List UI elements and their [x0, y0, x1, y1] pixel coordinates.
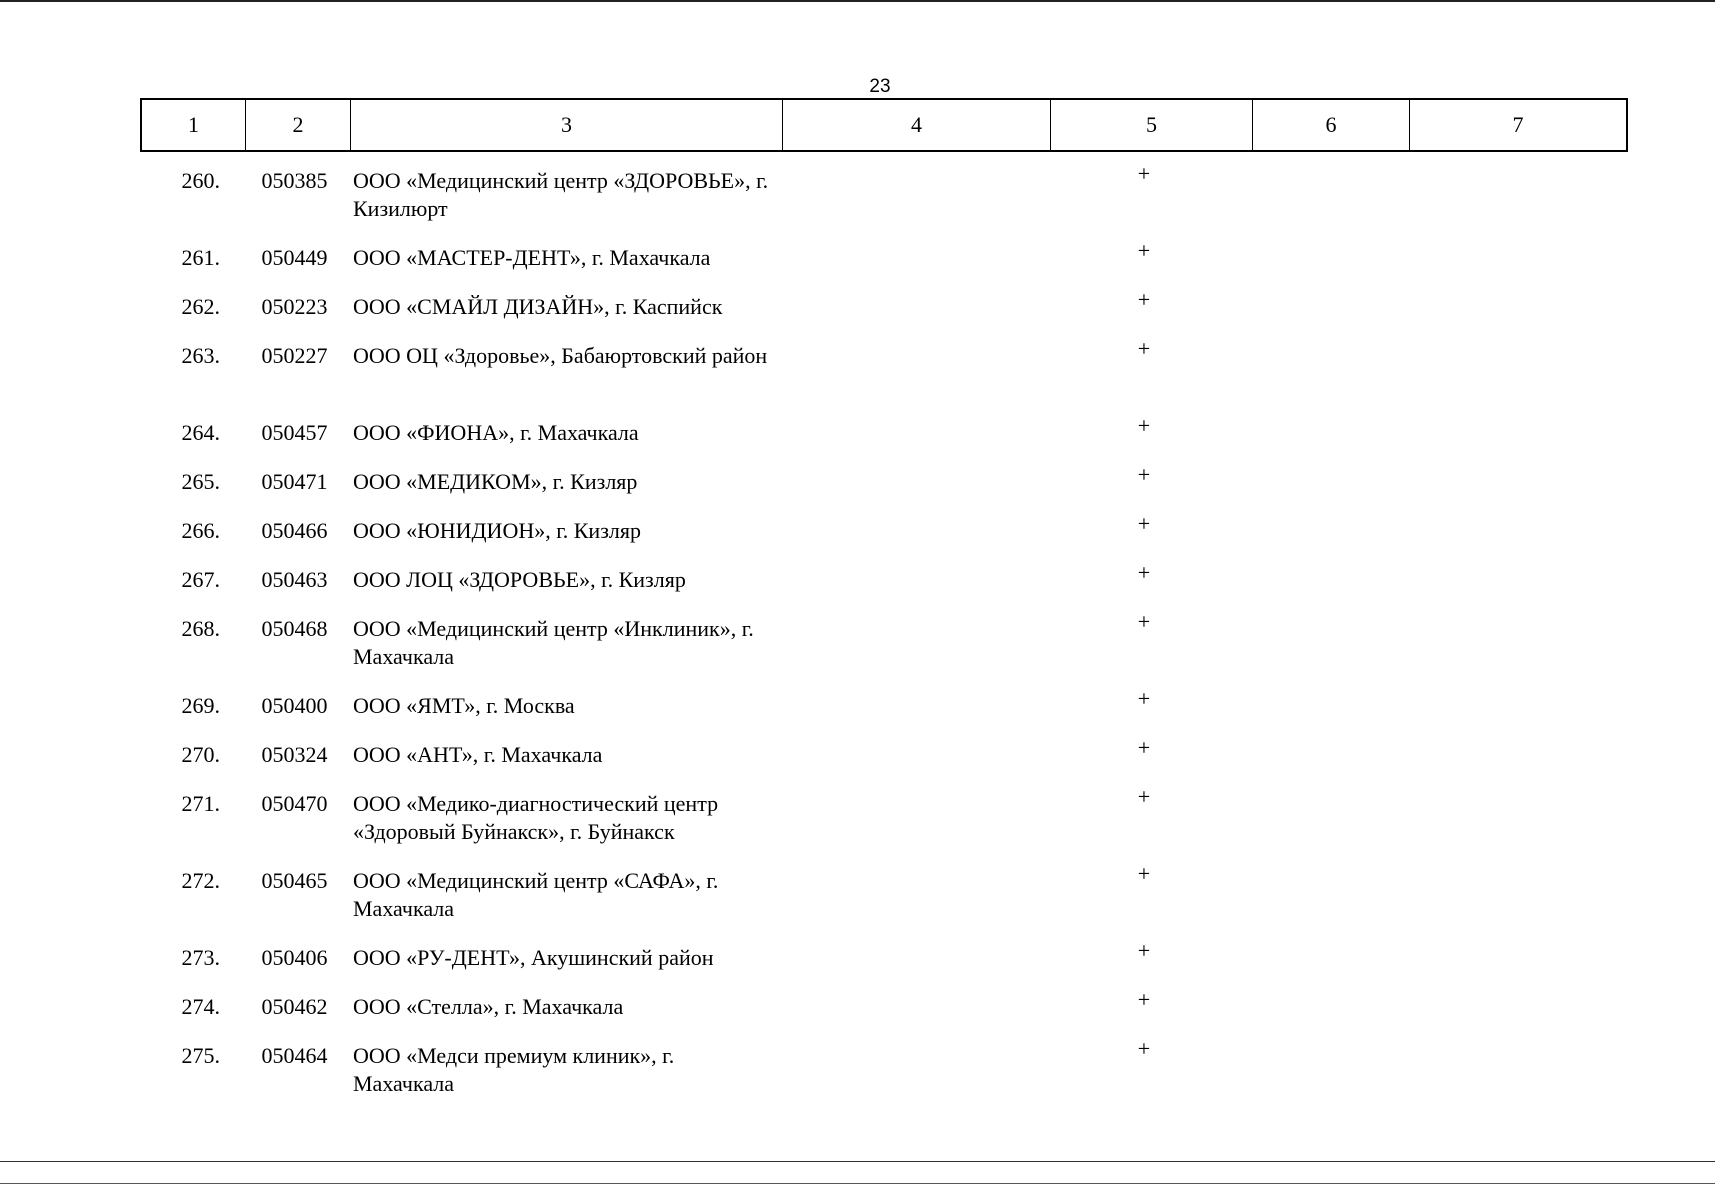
scan-edge-bottom: [0, 1161, 1715, 1162]
table-row: [140, 986, 1628, 1035]
row-organization-name: ООО «МЕДИКОМ», г. Кизляр: [353, 469, 638, 494]
table-row: [140, 1035, 1628, 1112]
table-row: [140, 412, 1628, 461]
row-number: 272.: [181, 868, 220, 893]
table-row: [140, 860, 1628, 937]
row-number: 269.: [181, 693, 220, 718]
row-number: 268.: [181, 616, 220, 641]
row-col5-mark: +: [1137, 287, 1151, 312]
row-number: 275.: [181, 1043, 220, 1068]
row-col5-mark: +: [1137, 413, 1151, 438]
row-code: 050470: [261, 791, 328, 816]
row-code: 050463: [261, 567, 328, 592]
table-row: [140, 461, 1628, 510]
row-number: 266.: [181, 518, 220, 543]
column-header-3: 3: [351, 100, 783, 150]
row-code: 050457: [261, 420, 328, 445]
row-code: 050406: [261, 945, 328, 970]
column-header-4: 4: [783, 100, 1051, 150]
table-row: [140, 510, 1628, 559]
column-header-5: 5: [1051, 100, 1253, 150]
row-organization-name: ООО «Медико-диагностический центр «Здоровый Буйнакск», г. Буйнакск: [353, 791, 719, 844]
row-code: 050465: [261, 868, 328, 893]
row-col5-mark: +: [1137, 560, 1151, 585]
row-number: 267.: [181, 567, 220, 592]
row-number: 265.: [181, 469, 220, 494]
column-header-1: 1: [142, 100, 246, 150]
page-number: 23: [869, 76, 891, 97]
table-body: [140, 160, 1628, 1112]
table-row: [140, 559, 1628, 608]
row-organization-name: ООО «ЮНИДИОН», г. Кизляр: [353, 518, 641, 543]
row-col5-mark: +: [1137, 784, 1151, 809]
row-organization-name: ООО «ФИОНА», г. Махачкала: [353, 420, 639, 445]
row-organization-name: ООО «МАСТЕР-ДЕНТ», г. Махачкала: [353, 245, 711, 270]
table-row: [140, 160, 1628, 237]
row-code: 050464: [261, 1043, 328, 1068]
row-number: 270.: [181, 742, 220, 767]
row-col5-mark: +: [1137, 987, 1151, 1012]
row-organization-name: ООО «СМАЙЛ ДИЗАЙН», г. Каспийск: [353, 294, 723, 319]
table-row: [140, 734, 1628, 783]
row-col5-mark: +: [1137, 861, 1151, 886]
row-number: 260.: [181, 168, 220, 193]
row-number: 263.: [181, 343, 220, 368]
table-row: [140, 685, 1628, 734]
scan-edge-top: [0, 0, 1715, 2]
row-organization-name: ООО «Стелла», г. Махачкала: [353, 994, 624, 1019]
table-row: [140, 608, 1628, 685]
row-code: 050227: [261, 343, 328, 368]
table-row: [140, 937, 1628, 986]
row-number: 264.: [181, 420, 220, 445]
row-col5-mark: +: [1137, 161, 1151, 186]
column-header-7: 7: [1512, 112, 1524, 137]
table-row: [140, 286, 1628, 335]
row-organization-name: ООО «РУ-ДЕНТ», Акушинский район: [353, 945, 714, 970]
column-header-2: 2: [246, 100, 351, 150]
row-number: 274.: [181, 994, 220, 1019]
row-organization-name: ООО ОЦ «Здоровье», Бабаюртовский район: [353, 343, 768, 368]
row-col5-mark: +: [1137, 238, 1151, 263]
row-code: 050223: [261, 294, 328, 319]
row-organization-name: ООО ЛОЦ «ЗДОРОВЬЕ», г. Кизляр: [353, 567, 686, 592]
row-col5-mark: +: [1137, 735, 1151, 760]
row-code: 050462: [261, 994, 328, 1019]
row-code: 050400: [261, 693, 328, 718]
table-row: [140, 783, 1628, 860]
row-number: 262.: [181, 294, 220, 319]
row-organization-name: ООО «АНТ», г. Махачкала: [353, 742, 603, 767]
row-number: 261.: [181, 245, 220, 270]
row-organization-name: ООО «Медицинский центр «САФА», г. Махачкала: [353, 868, 719, 921]
table-row: [140, 237, 1628, 286]
row-code: 050449: [261, 245, 328, 270]
row-code: 050466: [261, 518, 328, 543]
row-code: 050324: [261, 742, 328, 767]
scan-edge-bottom-secondary: [0, 1183, 1715, 1184]
row-col5-mark: +: [1137, 1036, 1151, 1061]
column-header-6: 6: [1253, 100, 1410, 150]
row-col5-mark: +: [1137, 938, 1151, 963]
row-code: 050471: [261, 469, 328, 494]
row-col5-mark: +: [1137, 511, 1151, 536]
row-organization-name: ООО «Медси премиум клиник», г. Махачкала: [353, 1043, 675, 1096]
row-organization-name: ООО «ЯМТ», г. Москва: [353, 693, 575, 718]
row-code: 050385: [261, 168, 328, 193]
row-code: 050468: [261, 616, 328, 641]
row-number: 271.: [181, 791, 220, 816]
row-number: 273.: [181, 945, 220, 970]
row-col5-mark: +: [1137, 686, 1151, 711]
row-organization-name: ООО «Медицинский центр «ЗДОРОВЬЕ», г. Кизилюрт: [353, 168, 769, 221]
table-header-row: [140, 98, 1628, 152]
row-col5-mark: +: [1137, 462, 1151, 487]
row-organization-name: ООО «Медицинский центр «Инклиник», г. Махачкала: [353, 616, 754, 669]
row-col5-mark: +: [1137, 609, 1151, 634]
row-col5-mark: +: [1137, 336, 1151, 361]
table-row: [140, 335, 1628, 412]
